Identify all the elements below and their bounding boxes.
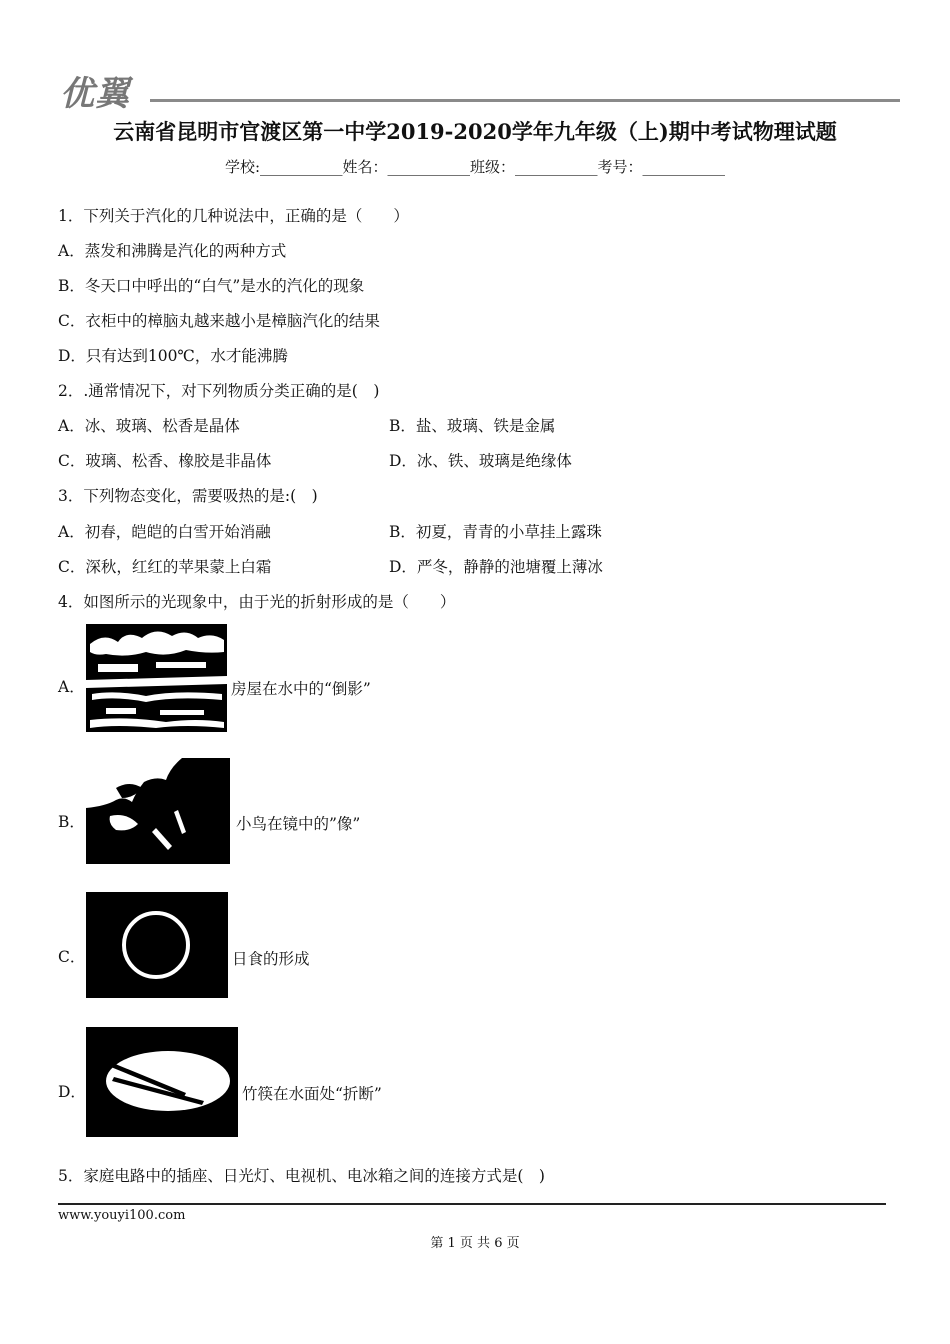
bird-in-mirror-image	[86, 758, 230, 864]
house-reflection-image	[86, 624, 227, 732]
question-4-option-b-caption: 小鸟在镜中的”像”	[236, 815, 361, 833]
question-4-option-a-caption: 房屋在水中的“倒影”	[231, 680, 371, 698]
question-3-option-d: D．严冬，静静的池塘覆上薄冰	[389, 558, 603, 576]
logo: 优翼	[60, 74, 130, 114]
question-5-stem: 5．家庭电路中的插座、日光灯、电视机、电冰箱之间的连接方式是( )	[58, 1167, 545, 1185]
question-2-option-a: A．冰、玻璃、松香是晶体	[58, 417, 240, 435]
question-3-option-b: B．初夏，青青的小草挂上露珠	[389, 523, 602, 541]
question-2-option-d: D．冰、铁、玻璃是绝缘体	[389, 452, 572, 470]
header-rule	[150, 99, 900, 102]
question-4-option-d-label: D．	[58, 1083, 86, 1101]
question-3-stem: 3．下列物态变化，需要吸热的是:( )	[58, 487, 318, 505]
question-1-option-c: C．衣柜中的樟脑丸越来越小是樟脑汽化的结果	[58, 312, 380, 330]
page-title: 云南省昆明市官渡区第一中学2019-2020学年九年级（上)期中考试物理试题	[113, 119, 837, 144]
chopsticks-in-water-image	[86, 1027, 238, 1137]
question-4-option-d-caption: 竹筷在水面处“折断”	[242, 1085, 382, 1103]
question-4-option-b-label: B．	[58, 813, 85, 831]
page-number: 第 1 页 共 6 页	[430, 1236, 520, 1251]
solar-eclipse-image	[86, 892, 228, 998]
question-4-option-c-caption: 日食的形成	[232, 950, 310, 968]
footer-url: www.youyi100.com	[58, 1208, 186, 1223]
footer-rule	[58, 1203, 886, 1205]
question-3-option-a: A．初春，皑皑的白雪开始消融	[58, 523, 271, 541]
question-2-option-c: C．玻璃、松香、橡胶是非晶体	[58, 452, 272, 470]
question-2-stem: 2．.通常情况下，对下列物质分类正确的是( )	[58, 382, 380, 400]
question-2-option-b: B．盐、玻璃、铁是金属	[389, 417, 556, 435]
question-3-option-c: C．深秋，红红的苹果蒙上白霜	[58, 558, 272, 576]
question-1-option-d: D．只有达到100℃，水才能沸腾	[58, 347, 288, 365]
question-1-option-b: B．冬天口中呼出的“白气”是水的汽化的现象	[58, 277, 365, 295]
question-1-option-a: A．蒸发和沸腾是汽化的两种方式	[58, 242, 287, 260]
question-4-option-a-label: A．	[58, 678, 85, 696]
question-4-option-c-label: C．	[58, 948, 86, 966]
student-info-line: 学校:___________姓名：___________班级：___________考号：___________	[224, 158, 726, 176]
question-4-stem: 4．如图所示的光现象中，由于光的折射形成的是（ ）	[58, 593, 456, 611]
question-1-stem: 1．下列关于汽化的几种说法中，正确的是（ ）	[58, 207, 409, 225]
